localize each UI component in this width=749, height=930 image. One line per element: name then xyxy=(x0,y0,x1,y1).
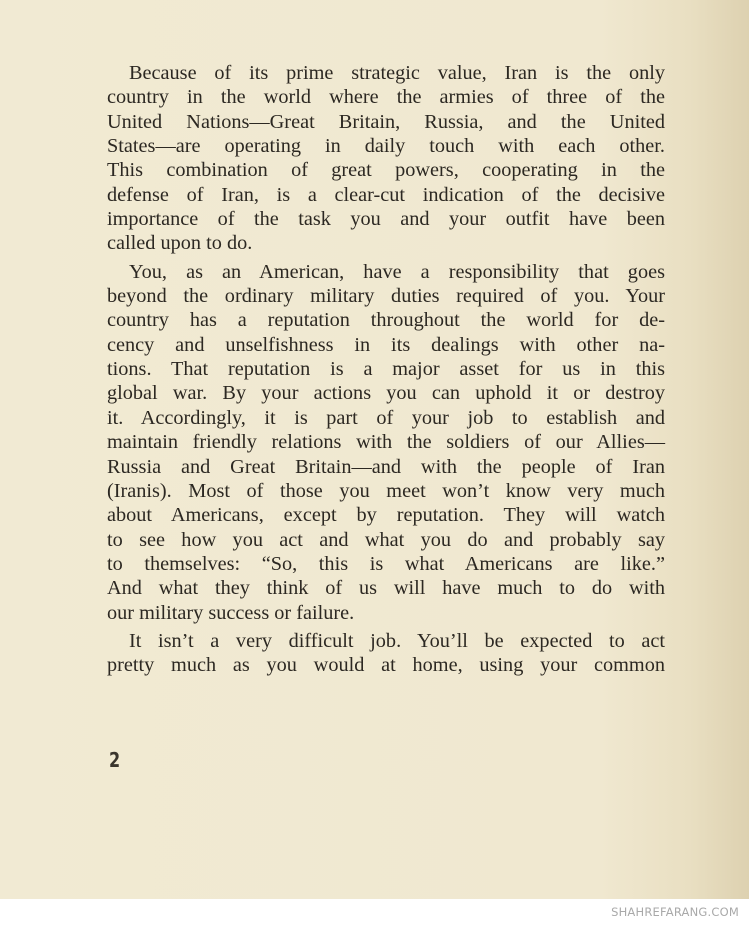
text-line: It isn’t a very difficult job. You’ll be expected to act xyxy=(129,629,665,652)
page-number: 2 xyxy=(109,748,121,772)
text-line: maintain friendly relations with the soldiers of our Allies— xyxy=(107,431,665,454)
text-line: country in the world where the armies of three of the xyxy=(107,86,665,109)
paragraph xyxy=(107,260,665,625)
text-line: tions. That reputation is a major asset for us in this xyxy=(107,358,665,381)
text-line: States—are operating in daily touch with each other. xyxy=(107,135,665,158)
text-line: our military success or failure. xyxy=(107,601,355,624)
paragraph xyxy=(107,61,665,256)
text-line: (Iranis). Most of those you meet won’t know very much xyxy=(107,479,665,502)
text-line: about Americans, except by reputation. They will watch xyxy=(107,504,665,527)
body-text xyxy=(107,61,665,678)
paragraph xyxy=(107,629,665,678)
text-line: global war. By your actions you can uphold it or destroy xyxy=(107,382,665,405)
text-line: beyond the ordinary military duties required of you. Your xyxy=(107,285,665,308)
text-line: Russia and Great Britain—and with the people of Iran xyxy=(107,455,665,478)
text-line: it. Accordingly, it is part of your job to establish and xyxy=(107,406,665,429)
text-line: country has a reputation throughout the world for de- xyxy=(107,309,665,332)
text-line: called upon to do. xyxy=(107,232,253,255)
site-watermark: SHAHREFARANG.COM xyxy=(611,905,739,919)
text-line: You, as an American, have a responsibility that goes xyxy=(129,260,665,283)
text-line: pretty much as you would at home, using your common xyxy=(107,654,665,677)
text-line: cency and unselfishness in its dealings with other na- xyxy=(107,333,665,356)
text-line: And what they think of us will have much to do with xyxy=(107,577,665,600)
text-line: to see how you act and what you do and probably say xyxy=(107,528,665,551)
text-line: Because of its prime strategic value, Iran is the only xyxy=(129,62,665,84)
text-line: This combination of great powers, cooperating in the xyxy=(107,159,665,182)
text-line: importance of the task you and your outfit have been xyxy=(107,208,665,231)
text-line: to themselves: “So, this is what Americans are like.” xyxy=(107,552,665,575)
text-line: defense of Iran, is a clear-cut indication of the decisive xyxy=(107,183,665,206)
text-line: United Nations—Great Britain, Russia, and the United xyxy=(107,110,665,133)
